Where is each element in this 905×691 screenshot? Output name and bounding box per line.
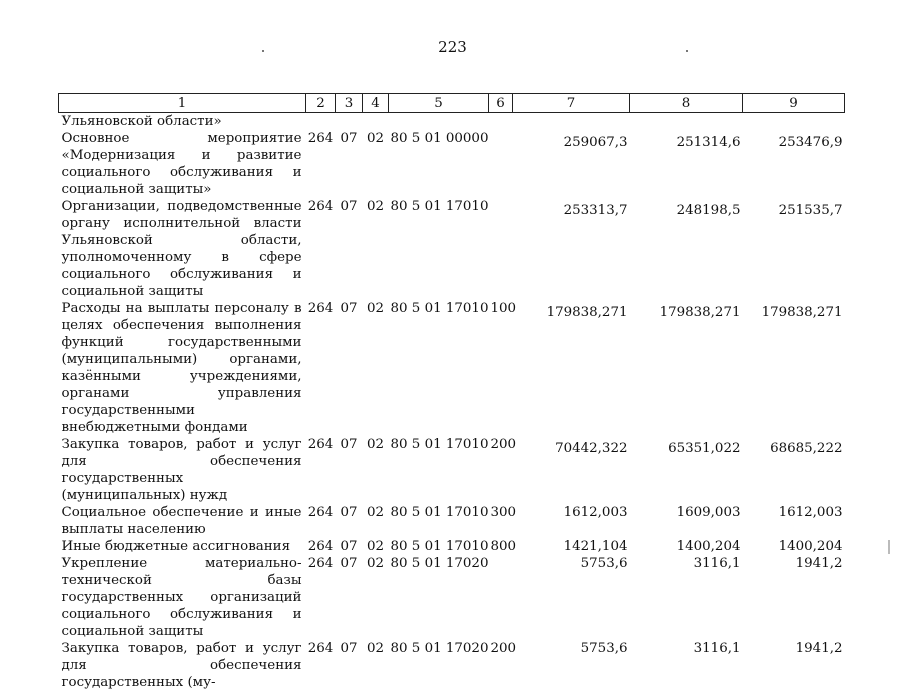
table-row <box>59 640 845 691</box>
column-header: 9 <box>743 94 845 113</box>
column-header: 3 <box>336 94 363 113</box>
table-row <box>59 436 845 504</box>
value-text: 70442,322 <box>555 441 628 456</box>
cell-value-3: 1400,204 <box>778 539 843 554</box>
cell-ved: 264 <box>307 131 334 146</box>
column-header: 7 <box>513 94 630 113</box>
column-header: 4 <box>363 94 389 113</box>
cell-value-2 <box>630 436 743 504</box>
cell-value-1 <box>513 130 630 198</box>
cell-pr: 02 <box>366 301 385 316</box>
column-header: 2 <box>306 94 336 113</box>
cell-pr: 02 <box>366 641 385 656</box>
table-header-row <box>59 94 845 113</box>
table-row <box>59 504 845 538</box>
value-text: 179838,271 <box>659 305 741 320</box>
cell-rz: 07 <box>340 437 358 452</box>
column-header: 6 <box>489 94 513 113</box>
cell-vr: 200 <box>490 641 517 656</box>
row-name: Социальное обеспечение и иные выплаты населению <box>61 505 302 537</box>
cell-vr <box>489 198 513 300</box>
cell-vr: 100 <box>490 301 517 316</box>
cell-value-3 <box>743 436 845 504</box>
row-name: Закупка товаров, работ и услуг для обеспечения государственных (му- <box>61 641 302 690</box>
value-text: 251314,6 <box>676 135 741 150</box>
cell-csr: 80 5 01 17010 <box>390 505 489 520</box>
cell-value-2: 1609,003 <box>676 505 741 520</box>
budget-table <box>58 93 845 691</box>
cell-rz: 07 <box>340 199 358 214</box>
row-name: Укрепление материально-технической базы государственных организаций социального обслуживания и социальной защиты <box>61 556 302 639</box>
cell-value-2 <box>630 300 743 436</box>
cell-vr <box>489 130 513 198</box>
cell-ved: 264 <box>307 505 334 520</box>
cell-pr: 02 <box>366 199 385 214</box>
cell-vr: 800 <box>490 539 517 554</box>
cell-csr: 80 5 01 17010 <box>390 539 489 554</box>
cell-csr: 80 5 01 17010 <box>390 301 489 316</box>
cell-value-3 <box>743 113 845 131</box>
row-name: Закупка товаров, работ и услуг для обеспечения государственных (муниципальных) нужд <box>61 437 302 503</box>
value-text: 179838,271 <box>761 305 843 320</box>
cell-vr: 200 <box>490 437 517 452</box>
table-row <box>59 130 845 198</box>
cell-rz: 07 <box>340 539 358 554</box>
column-header: 1 <box>59 94 306 113</box>
cell-pr: 02 <box>366 131 385 146</box>
row-name: Расходы на выплаты персоналу в целях обеспечения выполнения функций государственными (муниципальными) органами, казёнными учреждениями, органами управления государственными внебюджетными фондами <box>61 301 302 435</box>
cell-csr: 80 5 01 17010 <box>390 437 489 452</box>
table-row <box>59 113 845 131</box>
value-text: 253313,7 <box>563 203 628 218</box>
cell-csr: 80 5 01 17020 <box>390 641 489 656</box>
page-number: 223 <box>438 38 467 56</box>
cell-pr <box>363 113 389 131</box>
value-text: 248198,5 <box>676 203 741 218</box>
cell-value-3 <box>743 198 845 300</box>
cell-ved: 264 <box>307 539 334 554</box>
cell-rz: 07 <box>340 641 358 656</box>
cell-ved: 264 <box>307 199 334 214</box>
cell-ved: 264 <box>307 641 334 656</box>
cell-value-2: 1400,204 <box>676 539 741 554</box>
cell-value-2: 3116,1 <box>693 641 741 656</box>
scan-speck <box>686 50 688 52</box>
cell-value-2 <box>630 113 743 131</box>
row-name: Основное мероприятие «Модернизация и развитие социального обслуживания и социальной защиты» <box>61 131 302 197</box>
cell-pr: 02 <box>366 539 385 554</box>
table-row <box>59 300 845 436</box>
value-text: 179838,271 <box>546 305 628 320</box>
cell-csr: 80 5 01 17020 <box>390 556 489 571</box>
cell-value-1 <box>513 198 630 300</box>
cell-value-1: 5753,6 <box>580 556 628 571</box>
cell-pr: 02 <box>366 505 385 520</box>
cell-ved: 264 <box>307 556 334 571</box>
value-text: 251535,7 <box>778 203 843 218</box>
cell-value-2 <box>630 130 743 198</box>
column-header: 8 <box>630 94 743 113</box>
table-row <box>59 538 845 555</box>
cell-pr: 02 <box>366 556 385 571</box>
cell-value-3 <box>743 300 845 436</box>
cell-ved: 264 <box>307 301 334 316</box>
row-name: Ульяновской области» <box>61 114 222 129</box>
row-name: Иные бюджетные ассигнования <box>61 539 291 554</box>
cell-vr: 300 <box>490 505 517 520</box>
cell-value-1 <box>513 113 630 131</box>
cell-value-3 <box>743 130 845 198</box>
cell-rz: 07 <box>340 505 358 520</box>
value-text: 68685,222 <box>770 441 843 456</box>
cell-value-2: 3116,1 <box>693 556 741 571</box>
cell-rz: 07 <box>340 131 358 146</box>
cell-value-2 <box>630 198 743 300</box>
cell-vr <box>489 555 513 640</box>
cell-value-1 <box>513 300 630 436</box>
cell-csr: 80 5 01 00000 <box>390 131 489 146</box>
scan-speck <box>262 50 264 52</box>
column-header: 5 <box>389 94 489 113</box>
cell-value-3: 1612,003 <box>778 505 843 520</box>
cell-value-1: 1421,104 <box>563 539 628 554</box>
cell-rz: 07 <box>340 556 358 571</box>
cell-rz: 07 <box>340 301 358 316</box>
cell-vr <box>489 113 513 131</box>
scan-speck <box>888 540 890 554</box>
cell-value-1 <box>513 436 630 504</box>
cell-value-1: 1612,003 <box>563 505 628 520</box>
cell-csr <box>389 113 489 131</box>
table-row <box>59 555 845 640</box>
table-row <box>59 198 845 300</box>
cell-ved <box>306 113 336 131</box>
cell-rz <box>336 113 363 131</box>
cell-ved: 264 <box>307 437 334 452</box>
cell-csr: 80 5 01 17010 <box>390 199 489 214</box>
value-text: 253476,9 <box>778 135 843 150</box>
cell-value-3: 1941,2 <box>795 556 843 571</box>
row-name: Организации, подведомственные органу исполнительной власти Ульяновской области, уполномоченному в сфере социального обслуживания и социальной защиты <box>61 199 302 299</box>
cell-value-1: 5753,6 <box>580 641 628 656</box>
cell-value-3: 1941,2 <box>795 641 843 656</box>
cell-pr: 02 <box>366 437 385 452</box>
value-text: 259067,3 <box>563 135 628 150</box>
value-text: 65351,022 <box>668 441 741 456</box>
